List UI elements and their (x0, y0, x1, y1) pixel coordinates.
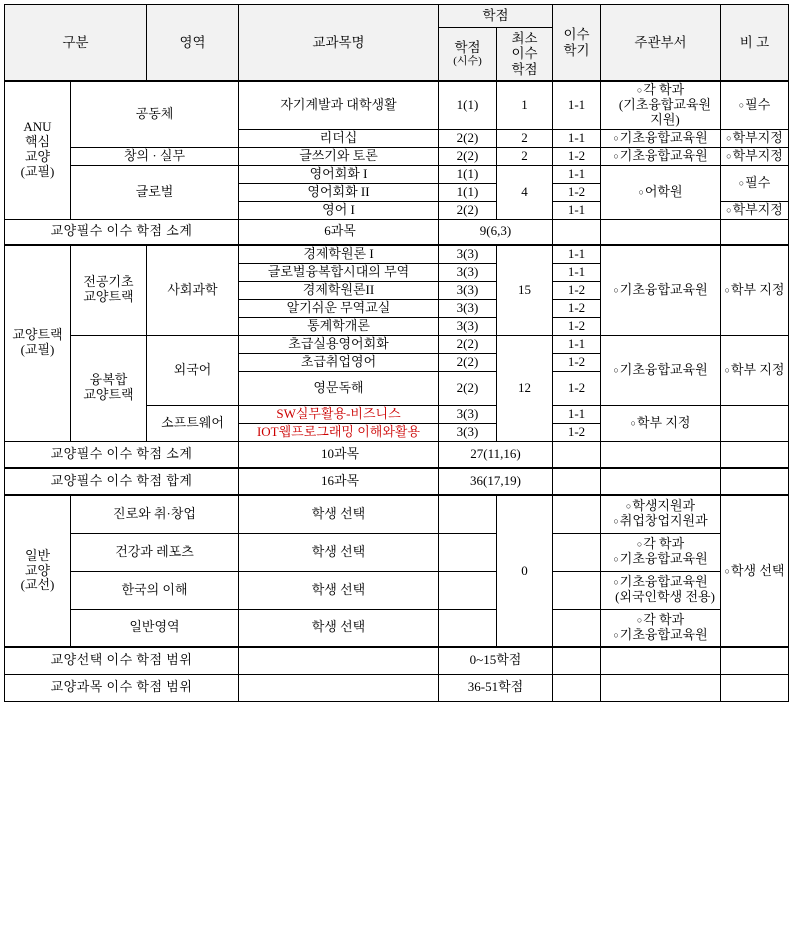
area-software: 소프트웨어 (147, 405, 239, 441)
subtotal-label: 교양필수 이수 학점 소계 (5, 219, 239, 245)
course-dept (601, 405, 721, 441)
area-health: 건강과 레포츠 (71, 533, 239, 571)
course-remark (721, 495, 789, 647)
header-min-credit (497, 27, 553, 81)
table-row (5, 147, 789, 165)
elective-range-dept-empty (601, 647, 721, 674)
course-credit: 1(1) (439, 81, 497, 129)
course-semester: 1-1 (553, 335, 601, 353)
course-name: 영어회화 II (239, 183, 439, 201)
subdivision-convergence-line1: 융복합 (89, 372, 128, 388)
course-dept (601, 335, 721, 405)
course-dept-text: ○ 기초융합교육원 (613, 362, 707, 377)
header-division: 구분 (5, 5, 147, 82)
total-range-remark-empty (721, 674, 789, 701)
course-name: 학생 선택 (239, 495, 439, 533)
course-name: 영어 I (239, 201, 439, 219)
course-credit-empty (439, 495, 497, 533)
course-name: 통계학개론 (239, 317, 439, 335)
course-remark-text: ○ 학부지정 (726, 148, 783, 163)
header-course: 교과목명 (239, 5, 439, 82)
course-credit: 3(3) (439, 423, 497, 441)
division-general-line2: 교양 (24, 562, 51, 578)
subtotal-credit: 9(6,3) (439, 219, 553, 245)
course-remark-text: ○ 필수 (739, 175, 771, 190)
total-required-label: 교양필수 이수 학점 합계 (5, 468, 239, 495)
course-credit-empty (439, 609, 497, 647)
header-remark: 비 고 (721, 5, 789, 82)
course-dept-line3: 지원) (650, 111, 680, 127)
division-anu-core-line4: (교필) (20, 164, 55, 180)
course-dept-line1: ○ 기초융합교육원 (604, 575, 717, 590)
table-row (5, 571, 789, 609)
division-track-line2: (교필) (20, 342, 55, 358)
course-remark-text: ○ 학부 지정 (725, 282, 785, 297)
course-remark (721, 81, 789, 129)
header-credit-sub: (시수) (453, 55, 482, 68)
division-anu-core (5, 81, 71, 219)
subtotal-row-core (5, 219, 789, 245)
division-general-line1: 일반 (24, 547, 51, 563)
course-semester: 1-1 (553, 165, 601, 183)
course-semester-empty (553, 571, 601, 609)
course-credit: 1(1) (439, 165, 497, 183)
course-semester: 1-2 (553, 183, 601, 201)
course-credit: 3(3) (439, 405, 497, 423)
course-min-credit: 1 (497, 81, 553, 129)
header-min-credit-line2: 이수 (511, 46, 538, 62)
subdivision-major-basic-line2: 교양트랙 (83, 289, 134, 305)
course-dept-line1: ○ 각 학과 (604, 537, 717, 552)
course-name: 경제학원론 I (239, 245, 439, 263)
total-range-dept-empty (601, 674, 721, 701)
header-area: 영역 (147, 5, 239, 82)
course-name: 초급실용영어회화 (239, 335, 439, 353)
course-dept-line2: (외국인학생 전용) (615, 589, 715, 604)
course-dept-text: ○ 학부 지정 (631, 415, 691, 430)
table-row (5, 245, 789, 263)
header-credit-main: 학점 (454, 39, 481, 55)
course-name: 경제학원론II (239, 281, 439, 299)
area-global: 글로벌 (71, 165, 239, 219)
course-name: 학생 선택 (239, 609, 439, 647)
course-min-credit: 2 (497, 129, 553, 147)
total-range-label: 교양과목 이수 학점 범위 (5, 674, 239, 701)
table-header-row-1 (5, 5, 789, 28)
division-track (5, 245, 71, 441)
course-dept-text: ○ 기초융합교육원 (613, 148, 707, 163)
division-anu-core-line2: 핵심 (24, 134, 51, 150)
course-credit: 2(2) (439, 371, 497, 405)
total-required-count: 16과목 (239, 468, 439, 495)
subtotal-semester-empty (553, 219, 601, 245)
header-semester-line2: 학기 (563, 42, 590, 58)
area-community: 공동체 (71, 81, 239, 147)
total-required-dept-empty (601, 468, 721, 495)
course-min-credit: 0 (497, 495, 553, 647)
course-dept-line1: ○ 학생지원과 (604, 499, 717, 514)
course-remark (721, 245, 789, 335)
course-credit: 3(3) (439, 245, 497, 263)
course-dept (601, 129, 721, 147)
division-anu-core-line1: ANU (23, 119, 52, 135)
course-credit: 3(3) (439, 317, 497, 335)
elective-range-semester-empty (553, 647, 601, 674)
division-general-line3: (교선) (20, 577, 55, 593)
subdivision-major-basic-line1: 전공기초 (83, 274, 134, 290)
course-name: 학생 선택 (239, 571, 439, 609)
area-foreign-language: 외국어 (147, 335, 239, 405)
table-row (5, 81, 789, 129)
header-semester (553, 5, 601, 82)
course-name: 초급취업영어 (239, 353, 439, 371)
course-credit-empty (439, 571, 497, 609)
elective-range-remark-empty (721, 647, 789, 674)
course-name: IOT웹프로그래밍 이해와활용 (239, 423, 439, 441)
table-row (5, 533, 789, 571)
course-name: 자기계발과 대학생활 (239, 81, 439, 129)
total-range-semester-empty (553, 674, 601, 701)
course-dept-line2: (기초융합교육원 (618, 97, 712, 112)
course-min-credit: 4 (497, 165, 553, 219)
course-dept-line2: ○ 기초융합교육원 (604, 552, 717, 567)
header-credit-group: 학점 (439, 5, 553, 28)
course-credit: 3(3) (439, 281, 497, 299)
total-required-row (5, 468, 789, 495)
subtotal-remark-empty (721, 219, 789, 245)
total-required-remark-empty (721, 468, 789, 495)
course-name: SW실무활용-비즈니스 (239, 405, 439, 423)
header-credit (439, 27, 497, 81)
course-semester: 1-2 (553, 299, 601, 317)
course-remark (721, 201, 789, 219)
subtotal-count: 10과목 (239, 441, 439, 468)
course-semester: 1-2 (553, 281, 601, 299)
course-name: 영문독해 (239, 371, 439, 405)
course-remark-text: ○ 학부 지정 (725, 362, 785, 377)
course-remark-text: ○ 필수 (739, 97, 771, 112)
course-name: 알기쉬운 무역교실 (239, 299, 439, 317)
course-semester: 1-2 (553, 371, 601, 405)
course-semester: 1-1 (553, 405, 601, 423)
course-dept (601, 245, 721, 335)
subtotal-count: 6과목 (239, 219, 439, 245)
course-credit: 1(1) (439, 183, 497, 201)
elective-range-label: 교양선택 이수 학점 범위 (5, 647, 239, 674)
subdivision-major-basic (71, 245, 147, 335)
area-korea-understanding: 한국의 이해 (71, 571, 239, 609)
elective-range-row (5, 647, 789, 674)
course-dept (601, 571, 721, 609)
course-semester: 1-2 (553, 423, 601, 441)
course-remark (721, 165, 789, 201)
course-dept-text: ○ 기초융합교육원 (613, 130, 707, 145)
course-semester: 1-1 (553, 245, 601, 263)
subdivision-convergence-line2: 교양트랙 (83, 387, 134, 403)
course-dept-line2: ○ 기초융합교육원 (604, 628, 717, 643)
course-semester: 1-2 (553, 147, 601, 165)
course-remark-text: ○ 학부지정 (726, 202, 783, 217)
course-remark (721, 335, 789, 405)
subtotal-dept-empty (601, 441, 721, 468)
course-name: 학생 선택 (239, 533, 439, 571)
course-credit: 2(2) (439, 147, 497, 165)
course-name: 글로벌융복합시대의 무역 (239, 264, 439, 282)
subtotal-remark-empty (721, 441, 789, 468)
course-semester: 1-2 (553, 317, 601, 335)
total-range-value: 36-51학점 (439, 674, 553, 701)
header-min-credit-line3: 학점 (511, 61, 538, 77)
table-row (5, 335, 789, 353)
header-min-credit-line1: 최소 (511, 30, 538, 46)
course-remark (721, 129, 789, 147)
total-range-row (5, 674, 789, 701)
elective-range-value: 0~15학점 (439, 647, 553, 674)
course-dept (601, 533, 721, 571)
subtotal-label: 교양필수 이수 학점 소계 (5, 441, 239, 468)
area-social-science: 사회과학 (147, 245, 239, 335)
course-dept (601, 81, 721, 129)
course-min-credit: 12 (497, 335, 553, 441)
course-remark-text: ○ 학생 선택 (725, 563, 785, 578)
curriculum-table (4, 4, 789, 702)
course-semester: 1-2 (553, 353, 601, 371)
header-dept: 주관부서 (601, 5, 721, 82)
table-row (5, 495, 789, 533)
total-required-credit: 36(17,19) (439, 468, 553, 495)
course-remark (721, 405, 789, 441)
area-career: 진로와 취·창업 (71, 495, 239, 533)
header-semester-line1: 이수 (563, 27, 590, 43)
course-dept (601, 609, 721, 647)
total-range-blank (239, 674, 439, 701)
subtotal-row-track (5, 441, 789, 468)
course-semester: 1-1 (553, 264, 601, 282)
course-dept (601, 495, 721, 533)
area-creative-practical: 창의 · 실무 (71, 147, 239, 165)
course-dept-line2: ○ 취업창업지원과 (604, 514, 717, 529)
course-credit: 3(3) (439, 264, 497, 282)
course-dept-text: ○ 어학원 (638, 184, 682, 199)
subdivision-convergence (71, 335, 147, 441)
division-anu-core-line3: 교양 (24, 149, 51, 165)
subtotal-dept-empty (601, 219, 721, 245)
course-credit-empty (439, 533, 497, 571)
course-credit: 2(2) (439, 353, 497, 371)
course-name: 리더십 (239, 129, 439, 147)
course-semester-empty (553, 495, 601, 533)
division-general (5, 495, 71, 647)
course-dept (601, 147, 721, 165)
table-row (5, 165, 789, 183)
subtotal-credit: 27(11,16) (439, 441, 553, 468)
course-semester-empty (553, 609, 601, 647)
table-row (5, 609, 789, 647)
course-dept-line1: ○ 각 학과 (604, 83, 717, 98)
course-name: 글쓰기와 토론 (239, 147, 439, 165)
course-semester: 1-1 (553, 201, 601, 219)
course-credit: 2(2) (439, 201, 497, 219)
elective-range-blank (239, 647, 439, 674)
course-credit: 2(2) (439, 129, 497, 147)
total-required-semester-empty (553, 468, 601, 495)
course-credit: 3(3) (439, 299, 497, 317)
course-credit: 2(2) (439, 335, 497, 353)
course-min-credit: 2 (497, 147, 553, 165)
course-semester: 1-1 (553, 129, 601, 147)
course-dept-text: ○ 기초융합교육원 (613, 282, 707, 297)
course-remark-text: ○ 학부지정 (726, 130, 783, 145)
course-dept (601, 165, 721, 219)
area-general: 일반영역 (71, 609, 239, 647)
division-track-line1: 교양트랙 (12, 327, 63, 343)
course-min-credit: 15 (497, 245, 553, 335)
course-dept-line1: ○ 각 학과 (604, 613, 717, 628)
subtotal-semester-empty (553, 441, 601, 468)
course-remark (721, 147, 789, 165)
course-name: 영어회화 I (239, 165, 439, 183)
course-semester-empty (553, 533, 601, 571)
course-semester: 1-1 (553, 81, 601, 129)
